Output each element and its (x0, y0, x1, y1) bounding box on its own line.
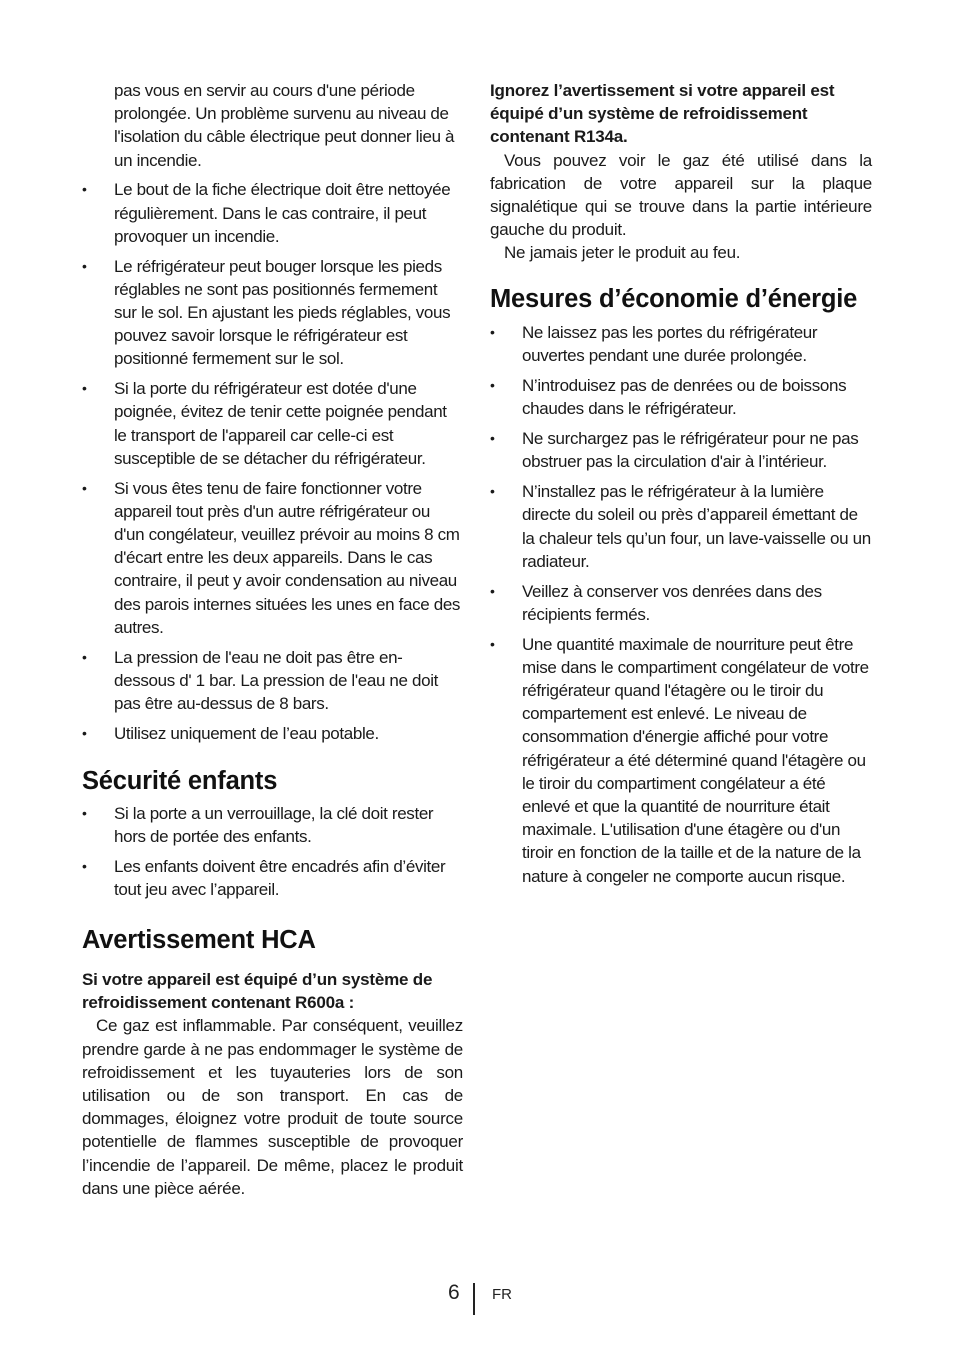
bullet-icon: • (490, 483, 495, 500)
bullet-icon: • (82, 479, 87, 496)
fire-warning-paragraph: Ne jamais jeter le produit au feu. (504, 243, 741, 263)
list-item: • Le bout de la fiche électrique doit être nettoyée régulièrement. Dans le cas contraire, il peut provoquer un incendie. (82, 180, 451, 246)
bullet-icon: • (82, 724, 87, 741)
bullet-icon: • (82, 858, 87, 875)
list-item: • Une quantité maximale de nourriture peut être mise dans le compartiment congélateur de votre réfrigérateur quand l'étagère ou le tiroir du compartement est enlevé. Le niveau de consommation d'énergie affiché pour votre réfrigérateur a été déterminé quand l'étagère ou le tiroir du compartiment congélateur a été enlevé et que la quantité de nourriture était maximale. L'utilisation d'une étagère ou d'un tiroir en fonction de la taille et de la nature de la nature à congeler ne comporte aucun risque. (490, 634, 869, 886)
securite-enfants-heading: Sécurité enfants (82, 767, 278, 796)
list-item: • N’introduisez pas de denrées ou de boissons chaudes dans le réfrigérateur. (490, 376, 847, 419)
energy-bullet-list (490, 321, 872, 888)
bullet-icon: • (490, 635, 495, 652)
hca-bold-lead: Si votre appareil est équipé d’un système de refroidissement contenant R600a : (82, 970, 433, 1013)
bullet-icon: • (490, 582, 495, 599)
left-column (82, 79, 463, 1200)
list-item: • N’installez pas le réfrigérateur à la lumière directe du soleil ou près d’appareil émettant de la chaleur tels qu’un four, un lave-vaisselle ou un radiateur. (490, 482, 871, 571)
bullet-icon: • (490, 324, 495, 341)
gas-info-paragraph: Vous pouvez voir le gaz été utilisé dans la fabrication de votre appareil sur la plaque signalétique qui se trouve dans la partie intérieure gauche du produit. (490, 150, 872, 240)
continuation-paragraph: pas vous en servir au cours d'une période prolongée. Un problème survenu au niveau de l'isolation du câble électrique peut donner lieu à un incendie. (114, 81, 455, 170)
list-item: • Les enfants doivent être encadrés afin d’éviter tout jeu avec l’appareil. (82, 857, 446, 900)
safety-bullet-list (82, 178, 463, 745)
bullet-icon: • (82, 181, 87, 198)
list-item: • Utilisez uniquement de l’eau potable. (82, 722, 463, 745)
list-item: • Si la porte a un verrouillage, la clé doit rester hors de portée des enfants. (82, 804, 434, 847)
list-item: • Si la porte du réfrigérateur est dotée d'une poignée, évitez de tenir cette poignée pendant le transport de l'appareil car celle-ci est susceptible de se détacher du réfrigérateur. (82, 379, 447, 468)
footer-divider (473, 1283, 475, 1315)
page-number: 6 (448, 1281, 460, 1304)
bullet-icon: • (82, 257, 87, 274)
list-item: • Si vous êtes tenu de faire fonctionner votre appareil tout près d'un autre réfrigérateur ou d'un congélateur, veuillez prévoir au moins 8 cm d'écart entre les deux appareils. Dans le cas contraire, il peut y avoir condensation au niveau des parois internes situées les unes en face des autres. (82, 478, 461, 637)
mesures-energie-heading: Mesures d’économie d’énergie (490, 284, 858, 313)
list-item: • La pression de l'eau ne doit pas être en-dessous d' 1 bar. La pression de l'eau ne doit pas être au-dessus de 8 bars. (82, 647, 439, 714)
list-item: • Le réfrigérateur peut bouger lorsque les pieds réglables ne sont pas positionnés fermement sur le sol. En ajustant les pieds réglables, vous pouvez savoir lorsque le réfrigérateur est positionné fermement sur le sol. (82, 256, 451, 369)
language-label: FR (492, 1286, 512, 1303)
bullet-icon: • (82, 805, 87, 822)
securite-bullet-list (82, 802, 463, 901)
avertissement-hca-heading: Avertissement HCA (82, 925, 316, 954)
right-column (490, 79, 872, 888)
list-item: • Veillez à conserver vos denrées dans des récipients fermés. (490, 581, 822, 624)
hca-paragraph: Ce gaz est inflammable. Par conséquent, veuillez prendre garde à ne pas endommager le système de refroidissement et les tuyauteries lors de son utilisation ou de son transport. En cas de dommages, éloignez votre produit de toute source potentielle de flammes susceptible de provoquer l’incendie de l’appareil. De même, placez le produit dans une pièce aérée. (82, 1016, 463, 1198)
list-item: • Ne surchargez pas le réfrigérateur pour ne pas obstruer pas la circulation d'air à l’intérieur. (490, 429, 859, 472)
bullet-icon: • (82, 648, 87, 665)
bullet-icon: • (82, 380, 87, 397)
bullet-icon: • (490, 430, 495, 447)
bullet-icon: • (490, 377, 495, 394)
r134a-bold-lead: Ignorez l’avertissement si votre appareil est équipé d’un système de refroidissement contenant R134a. (490, 81, 835, 147)
list-item: • Ne laissez pas les portes du réfrigérateur ouvertes pendant une durée prolongée. (490, 323, 818, 366)
